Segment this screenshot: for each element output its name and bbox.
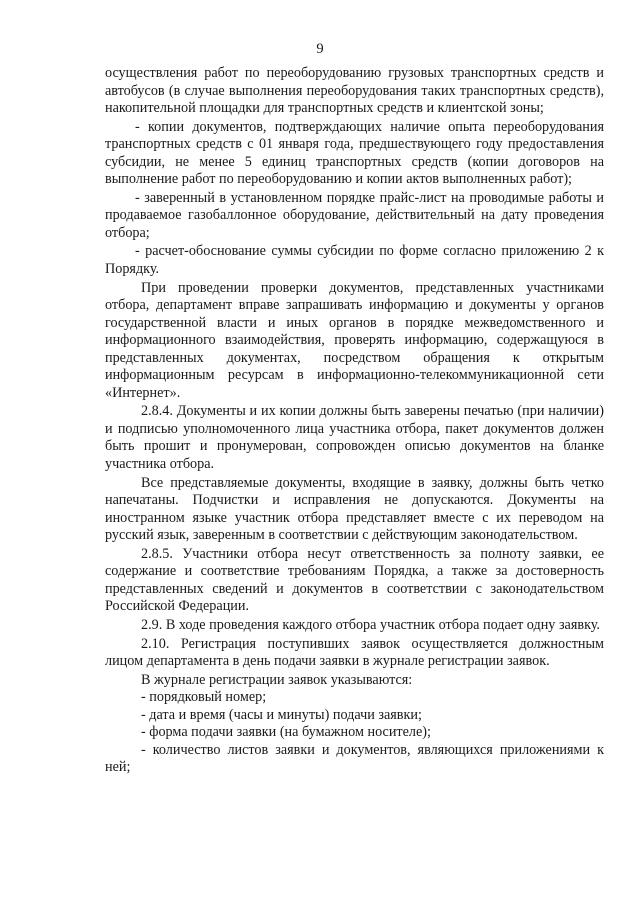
document-body: [105, 65, 604, 777]
list-item-date-time: - дата и время (часы и минуты) подачи заявки;: [141, 706, 422, 723]
paragraph-journal-intro: В журнале регистрации заявок указываются:: [141, 671, 413, 688]
list-item-price-list: - заверенный в установленном порядке прайс-лист на проводимые работы и продаваемое газобаллонное оборудование, действительный на дату проведения отбора;: [105, 189, 604, 241]
list-item-subsidy-calculation: - расчет-обоснование суммы субсидии по форме согласно приложению 2 к Порядку.: [105, 243, 604, 278]
list-item-serial-number: - порядковый номер;: [141, 689, 267, 706]
paragraph-2-8-5: 2.8.5. Участники отбора несут ответственность за полноту заявки, ее содержание и соответствие требованиям Порядка, а также за достоверность представленных сведений и документов в соответствии с законодательством Российской Федерации.: [105, 545, 604, 615]
paragraph-document-verification: При проведении проверки документов, представленных участниками отбора, департамент вправе запрашивать информацию и документы у органов государственной власти и иных органов в порядке межведомственного и информационного взаимодействия, проверять информацию, содержащуюся в представленных документах, посредством обращения к открытым информационным ресурсам в информационно-телекоммуникационной сети «Интернет».: [105, 279, 604, 401]
paragraph-2-9: 2.9. В ходе проведения каждого отбора участник отбора подает одну заявку.: [141, 616, 600, 633]
list-item-sheet-count: - количество листов заявки и документов, являющихся приложениями к ней;: [105, 741, 604, 776]
list-item-submission-form: - форма подачи заявки (на бумажном носителе);: [141, 724, 431, 741]
page-number: 9: [316, 41, 324, 57]
paragraph-documents-printed: Все представляемые документы, входящие в заявку, должны быть четко напечатаны. Подчистки и исправления не допускаются. Документы на иностранном языке участник отбора представляет вместе с их переводом на русский язык, заверенным в соответствии с действующим законодательством.: [105, 474, 604, 544]
paragraph-2-10: 2.10. Регистрация поступивших заявок осуществляется должностным лицом департамента в день подачи заявки в журнале регистрации заявок.: [105, 635, 604, 670]
paragraph-2-8-4: 2.8.4. Документы и их копии должны быть заверены печатью (при наличии) и подписью уполномоченного лица участника отбора, пакет документов должен быть прошит и пронумерован, сопровожден описью документов на бланке участника отбора.: [105, 403, 604, 473]
list-item-copies-experience: - копии документов, подтверждающих наличие опыта переоборудования транспортных средств с 01 января года, предшествующего году предоставления субсидии, не менее 5 единиц транспортных средств (копии договоров на выполнение работ по переоборудованию и копии актов выполненных работ);: [105, 118, 604, 188]
paragraph-continuation: осуществления работ по переоборудованию грузовых транспортных средств и автобусов (в случае выполнения переоборудования таких транспортных средств), накопительной площадки для транспортных средств и клиентской зоны;: [105, 65, 604, 117]
